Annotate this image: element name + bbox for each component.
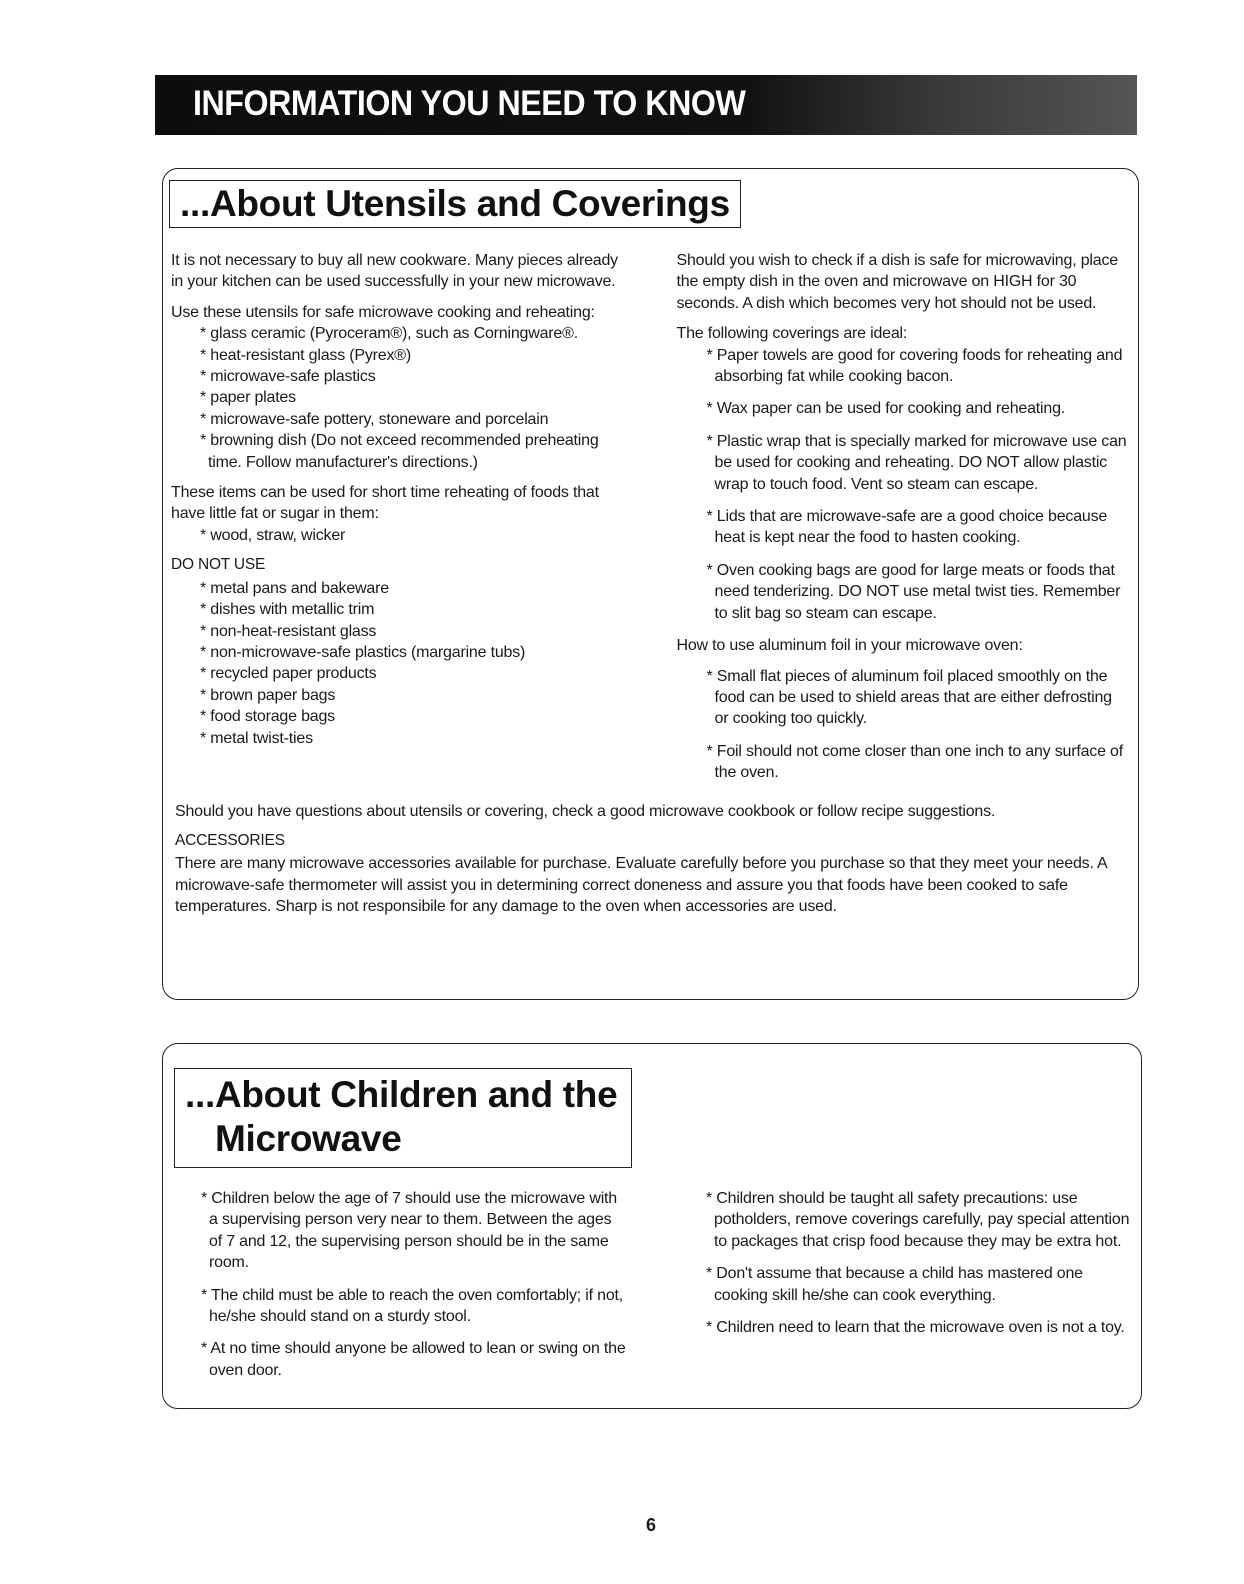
check-text: Should you wish to check if a dish is safe for microwaving, place the empty dish in the oven and microwave on HIGH for 30 seconds. A dish which becomes very hot should not be used. [676, 252, 1118, 312]
list-item: * Oven cooking bags are good for large meats or foods that need tenderizing. DO NOT use metal twist ties. Remember to slit bag so steam can escape. [706, 561, 1121, 622]
utensils-panel [162, 168, 1139, 1000]
use-list [171, 323, 623, 473]
coverings-list [677, 345, 1129, 624]
utensils-heading: ...About Utensils and Coverings [169, 180, 741, 228]
list-item: * non-heat-resistant glass [200, 622, 377, 640]
list-item: * microwave-safe pottery, stoneware and porcelain [200, 410, 549, 428]
list-item: * Children need to learn that the microwave oven is not a toy. [706, 1319, 1125, 1337]
list-item: * Don't assume that because a child has mastered one cooking skill he/she can cook everything. [706, 1265, 1083, 1304]
intro-text: It is not necessary to buy all new cookware. Many pieces already in your kitchen can be used successfully in your new microwave. [171, 252, 618, 291]
utensils-left-column [171, 250, 623, 749]
page-content [162, 168, 1142, 1409]
use-intro: Use these utensils for safe microwave cooking and reheating: [171, 303, 595, 321]
list-item: * wood, straw, wicker [200, 526, 346, 544]
list-item: * Children below the age of 7 should use the microwave with a supervising person very near to them. Between the ages of 7 and 12, the supervising person should be in the same room. [201, 1190, 617, 1272]
utensils-right-column [677, 250, 1129, 795]
children-heading-line1: ...About Children and the [185, 1074, 618, 1115]
do-not-use-list [171, 578, 623, 749]
questions-text: Should you have questions about utensils or covering, check a good microwave cookbook or follow recipe suggestions. [175, 802, 996, 820]
accessories-text: There are many microwave accessories available for purchase. Evaluate carefully before you purchase so that they meet your needs. A microwave-safe thermometer will assist you in determining correct doneness and assure you that foods have been cooked to safe temperatures. Sharp is not responsibile for any damage to the oven when accessories are used. [175, 855, 1107, 916]
list-item: * metal twist-ties [200, 729, 313, 747]
list-item: * Foil should not come closer than one inch to any surface of the oven. [706, 742, 1123, 782]
section-banner [155, 75, 1137, 135]
children-heading [174, 1068, 632, 1168]
list-item: * browning dish (Do not exceed recommended preheating time. Follow manufacturer's directions.) [200, 432, 599, 471]
list-item: * Lids that are microwave-safe are a good choice because heat is kept near the food to hasten cooking. [706, 508, 1108, 547]
list-item: * glass ceramic (Pyroceram®), such as Corningware®. [200, 325, 578, 343]
list-item: * Wax paper can be used for cooking and reheating. [706, 400, 1066, 418]
utensils-footer [175, 801, 1133, 918]
accessories-title: ACCESSORIES [175, 831, 285, 849]
children-heading-line2: Microwave [215, 1118, 402, 1159]
list-item: * dishes with metallic trim [200, 601, 375, 619]
children-panel [162, 1043, 1142, 1409]
list-item: * microwave-safe plastics [200, 368, 376, 386]
list-item: * non-microwave-safe plastics (margarine tubs) [200, 643, 526, 661]
children-right-column [706, 1188, 1131, 1349]
list-item: * Plastic wrap that is specially marked for microwave use can be used for cooking and reheating. DO NOT allow plastic wrap to touch food. Vent so steam can escape. [706, 432, 1127, 493]
list-item: * brown paper bags [200, 686, 336, 704]
list-item: * Children should be taught all safety precautions: use potholders, remove coverings carefully, pay special attention to packages that crisp food because they may be extra hot. [706, 1190, 1130, 1250]
list-item: * paper plates [200, 389, 296, 407]
coverings-intro: The following coverings are ideal: [676, 325, 908, 343]
short-list [171, 525, 623, 546]
list-item: * Paper towels are good for covering foods for reheating and absorbing fat while cooking bacon. [706, 346, 1123, 386]
children-left-column [201, 1188, 626, 1392]
foil-intro: How to use aluminum foil in your microwave oven: [676, 637, 1023, 655]
list-item: * recycled paper products [200, 665, 377, 683]
do-not-use-title: DO NOT USE [171, 556, 266, 574]
list-item: * heat-resistant glass (Pyrex®) [200, 346, 411, 364]
banner-title: INFORMATION YOU NEED TO KNOW [193, 84, 746, 123]
list-item: * At no time should anyone be allowed to lean or swing on the oven door. [201, 1340, 626, 1379]
list-item: * food storage bags [200, 708, 335, 726]
list-item: * The child must be able to reach the oven comfortably; if not, he/she should stand on a sturdy stool. [201, 1286, 624, 1326]
list-item: * metal pans and bakeware [200, 579, 389, 597]
list-item: * Small flat pieces of aluminum foil placed smoothly on the food can be used to shield areas that are either defrosting or cooking too quickly. [706, 667, 1112, 728]
short-intro: These items can be used for short time reheating of foods that have little fat or sugar in them: [171, 484, 599, 523]
page-number: 6 [646, 1515, 657, 1535]
foil-list [677, 666, 1129, 784]
